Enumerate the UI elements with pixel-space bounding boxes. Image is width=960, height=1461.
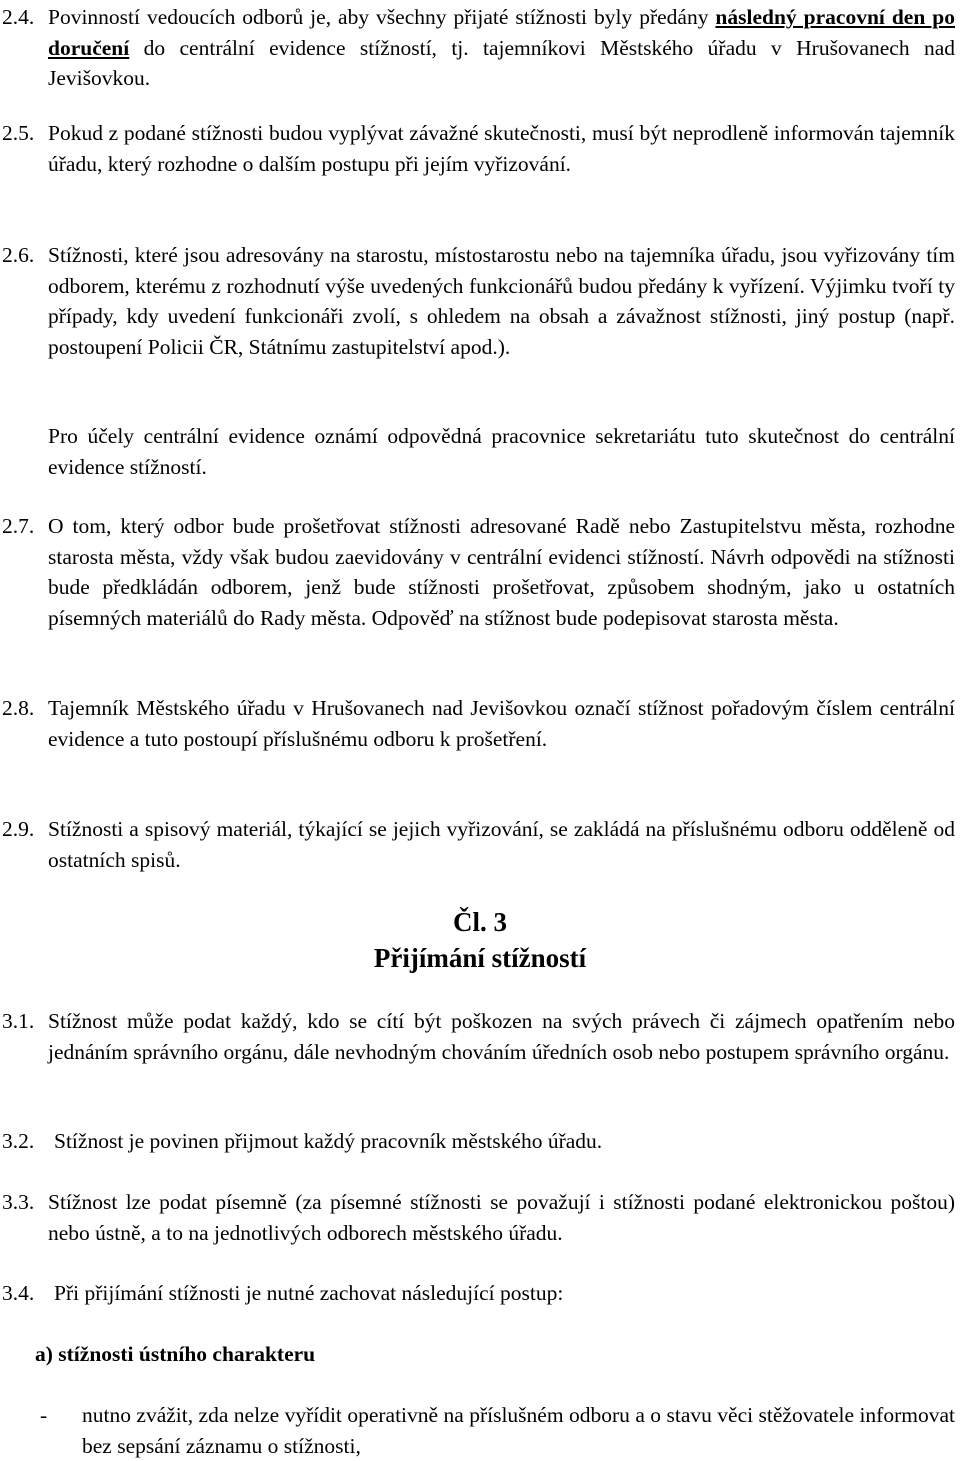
clause-2-6-followup: Pro účely centrální evidence oznámí odpovědná pracovnice sekretariátu tuto skutečnost do centrální evidence stížností.: [48, 424, 955, 479]
bullet-item: [40, 1400, 955, 1461]
clause-number: 2.7.: [2, 514, 35, 538]
clause-number: 2.4.: [2, 5, 35, 29]
clause-3-1: [2, 1006, 955, 1067]
article-number: Čl. 3: [453, 907, 507, 937]
clause-text-continued: do centrální evidence stížností, tj. tajemníkovi Městského úřadu v Hrušovanech nad Jevišovkou.: [48, 35, 955, 90]
clause-2-4: [2, 2, 955, 94]
emphasized-deadline: následný pracovní den po doručení: [48, 5, 955, 60]
clause-number: 2.6.: [2, 243, 35, 267]
clause-number: 3.4.: [2, 1281, 35, 1305]
clause-text: Stížnost může podat každý, kdo se cítí být poškozen na svých právech či zájmech opatřením nebo jednáním správního orgánu, dále nevhodným chováním úředních osob nebo postupem správního orgánu.: [48, 1009, 955, 1064]
clause-2-5: [2, 118, 955, 179]
clause-text: Tajemník Městského úřadu v Hrušovanech nad Jevišovkou označí stížnost pořadovým číslem centrální evidence a tuto postoupí příslušnému odboru k prošetření.: [48, 696, 955, 751]
clause-text: Pokud z podané stížnosti budou vyplývat závažné skutečnosti, musí být neprodleně informován tajemník úřadu, který rozhodne o dalším postupu při jejím vyřizování.: [48, 121, 955, 176]
clause-number: 3.1.: [2, 1009, 35, 1033]
clause-2-7: [2, 511, 955, 633]
clause-text: Při přijímání stížnosti je nutné zachovat následující postup:: [54, 1281, 564, 1305]
clause-text: Stížnost je povinen přijmout každý pracovník městského úřadu.: [54, 1129, 603, 1153]
clause-number: 3.2.: [2, 1129, 35, 1153]
clause-2-6: [2, 240, 955, 362]
clause-number: 2.5.: [2, 121, 35, 145]
clause-2-8: [2, 693, 955, 754]
clause-number: 2.8.: [2, 696, 35, 720]
bullet-text: nutno zvážit, zda nelze vyřídit operativně na příslušném odboru a o stavu věci stěžovatele informovat bez sepsání záznamu o stížnosti,: [82, 1403, 955, 1458]
clause-3-4: [2, 1278, 955, 1309]
clause-text: O tom, který odbor bude prošetřovat stížnosti adresované Radě nebo Zastupitelstvu města, rozhodne starosta města, vždy však budou zaevidovány v centrální evidenci stížností. Návrh odpovědi na stížnosti bude předkládán odborem, jenž bude stížnosti prošetřovat, způsobem shodným, jako u ostatních písemných materiálů do Rady města. Odpověď na stížnost bude podepisovat starosta města.: [48, 514, 955, 630]
clause-3-2: [2, 1126, 955, 1157]
clause-text: Stížnosti a spisový materiál, týkající se jejich vyřizování, se zakládá na příslušnému odboru odděleně od ostatních spisů.: [48, 817, 955, 872]
clause-2-9: [2, 814, 955, 875]
article-title: Přijímání stížností: [373, 943, 587, 973]
clause-3-3: [2, 1187, 955, 1248]
clause-text: Povinností vedoucích odborů je, aby všechny přijaté stížnosti byly předány: [48, 5, 716, 29]
clause-text: Stížnosti, které jsou adresovány na starostu, místostarostu nebo na tajemníka úřadu, jsou vyřizovány tím odborem, kterému z rozhodnutí výše uvedených funkcionářů budou předány k vyřízení. Výjimku tvoří ty případy, kdy uvedení funkcionáři zvolí, s ohledem na obsah a závažnost stížnosti, jiný postup (např. postoupení Policii ČR, Státnímu zastupitelství apod.).: [48, 243, 955, 359]
subsection-title: a) stížnosti ústního charakteru: [35, 1342, 316, 1366]
clause-number: 3.3.: [2, 1190, 35, 1214]
clause-number: 2.9.: [2, 817, 35, 841]
bullet-dash: -: [40, 1403, 48, 1427]
clause-text: Stížnost lze podat písemně (za písemné stížnosti se považují i stížnosti podané elektronickou poštou) nebo ústně, a to na jednotlivých odborech městského úřadu.: [48, 1190, 955, 1245]
